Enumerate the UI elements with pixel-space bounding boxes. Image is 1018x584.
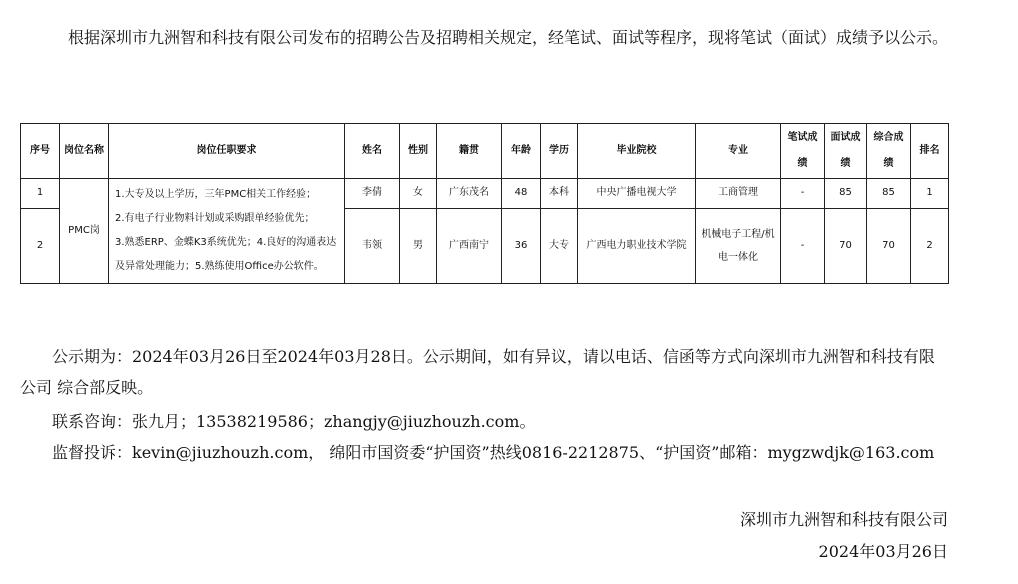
requirement-item: 1.大专及以上学历，三年PMC相关工作经验； — [115, 189, 317, 200]
cell-name: 韦领 — [345, 208, 400, 283]
cell-education: 本科 — [541, 179, 578, 209]
header-total: 综合成绩 — [867, 124, 911, 179]
cell-gender: 女 — [400, 179, 437, 209]
header-major: 专业 — [696, 124, 781, 179]
cell-interview: 70 — [825, 208, 867, 283]
cell-rank: 2 — [911, 208, 949, 283]
signature-company: 深圳市九洲智和科技有限公司 — [739, 510, 948, 529]
header-post: 岗位名称 — [60, 124, 109, 179]
notice-contact: 联系咨询：张九月；13538219586；zhangjy@jiuzhouzh.com。 — [52, 412, 536, 431]
header-name: 姓名 — [345, 124, 400, 179]
header-gender: 性别 — [400, 124, 437, 179]
cell-total: 70 — [867, 208, 911, 283]
cell-origin: 广东茂名 — [437, 179, 502, 209]
header-requirements: 岗位任职要求 — [109, 124, 345, 179]
cell-major: 机械电子工程/机电一体化 — [696, 208, 781, 283]
cell-seq: 2 — [21, 208, 60, 283]
cell-school: 广西电力职业技术学院 — [578, 208, 696, 283]
table-header-row — [21, 124, 949, 179]
header-written: 笔试成绩 — [781, 124, 825, 179]
header-seq: 序号 — [21, 124, 60, 179]
cell-name: 李倩 — [345, 179, 400, 209]
cell-origin: 广西南宁 — [437, 208, 502, 283]
table-row — [21, 179, 949, 209]
intro-paragraph: 根据深圳市九洲智和科技有限公司发布的招聘公告及招聘相关规定，经笔试、面试等程序，现将笔试（面试）成绩予以公示。 — [68, 28, 949, 47]
header-rank: 排名 — [911, 124, 949, 179]
cell-education: 大专 — [541, 208, 578, 283]
header-school: 毕业院校 — [578, 124, 696, 179]
header-interview: 面试成绩 — [825, 124, 867, 179]
cell-age: 48 — [502, 179, 541, 209]
requirement-item: 3.熟悉ERP、金蝶K3系统优先；4.良好的沟通表达及异常处理能力；5.熟练使用Office办公软件。 — [115, 237, 337, 272]
results-table — [20, 123, 949, 284]
cell-requirements — [109, 179, 345, 284]
cell-seq: 1 — [21, 179, 60, 209]
cell-age: 36 — [502, 208, 541, 283]
cell-written: - — [781, 208, 825, 283]
cell-post: PMC岗 — [60, 179, 109, 284]
requirement-item: 2.有电子行业物料计划或采购跟单经验优先； — [115, 213, 315, 224]
header-age: 年龄 — [502, 124, 541, 179]
header-education: 学历 — [541, 124, 578, 179]
cell-gender: 男 — [400, 208, 437, 283]
notice-period: 公示期为：2024年03月26日至2024年03月28日。公示期间，如有异议，请以电话、信函等方式向深圳市九洲智和科技有限公司 综合部反映。 — [20, 347, 935, 397]
cell-total: 85 — [867, 179, 911, 209]
signature-date: 2024年03月26日 — [818, 542, 948, 561]
cell-major: 工商管理 — [696, 179, 781, 209]
cell-school: 中央广播电视大学 — [578, 179, 696, 209]
notice-complaint: 监督投诉：kevin@jiuzhouzh.com， 绵阳市国资委“护国资”热线0816-2212875、“护国资”邮箱：mygzwdjk@163.com — [52, 443, 935, 462]
header-origin: 籍贯 — [437, 124, 502, 179]
cell-interview: 85 — [825, 179, 867, 209]
cell-written: - — [781, 179, 825, 209]
cell-rank: 1 — [911, 179, 949, 209]
